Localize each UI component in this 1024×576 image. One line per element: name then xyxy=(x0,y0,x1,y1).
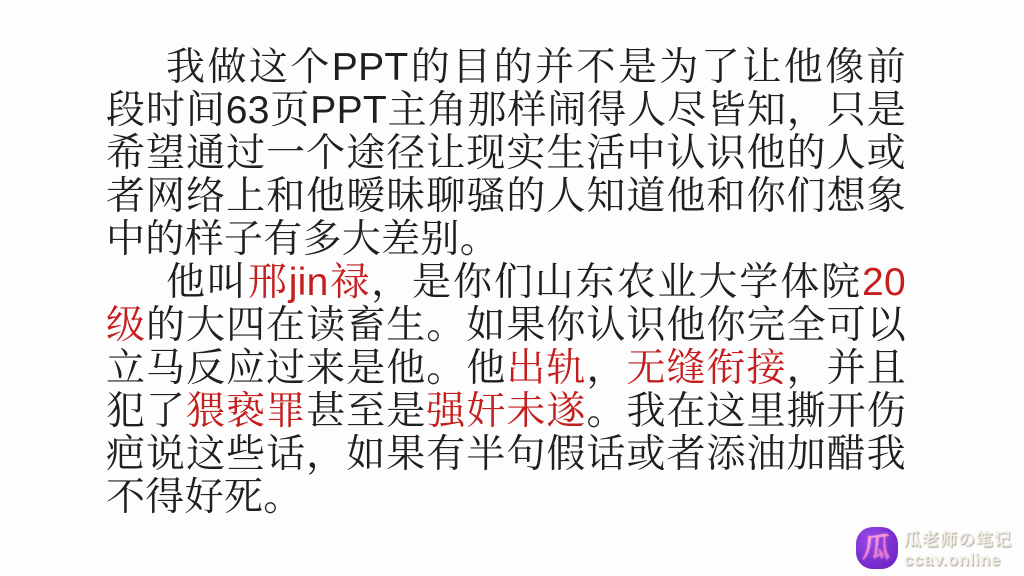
body-text: 他叫 xyxy=(166,261,248,304)
melon-glyph: 瓜 xyxy=(861,531,893,563)
emphasized-red-text: 出轨 xyxy=(506,347,587,390)
body-text: ， xyxy=(586,347,627,390)
body-text: 。我在这里撕开伤疤说这些话，如果有半句假话或者添油加醋我不得好死。 xyxy=(106,390,906,519)
body-text: 甚至是 xyxy=(306,390,427,433)
body-text: ，并且犯了 xyxy=(106,347,906,433)
body-text: 的大四在读畜生。如果你认识他你完全可以立马反应过来是他。他 xyxy=(106,304,906,390)
paragraph-accusation xyxy=(106,261,906,519)
emphasized-red-text: 邢jin禄 xyxy=(247,261,372,304)
body-text: ，是你们山东农业大学体院 xyxy=(371,261,863,304)
body-text: 我做这个PPT的目的并不是为了让他像前段时间63页PPT主角那样闹得人尽皆知，只是希望通过一个途径让现实生活中认识他的人或者网络上和他暧昧聊骚的人知道他和你们想象中的样子有多大差别。 xyxy=(106,46,906,261)
watermark-url: ccav.online xyxy=(904,550,1001,569)
melon-logo-icon xyxy=(856,527,898,569)
paragraph-intro xyxy=(106,46,906,261)
watermark-text xyxy=(904,525,1012,570)
watermark xyxy=(856,525,1012,570)
slide-text-block xyxy=(106,46,906,519)
emphasized-red-text: 20级 xyxy=(106,261,906,347)
emphasized-red-text: 猥亵罪 xyxy=(186,390,307,433)
emphasized-red-text: 无缝衔接 xyxy=(626,347,787,390)
watermark-title: 瓜老师の笔记 xyxy=(904,530,1012,549)
emphasized-red-text: 强奸未遂 xyxy=(426,390,587,433)
